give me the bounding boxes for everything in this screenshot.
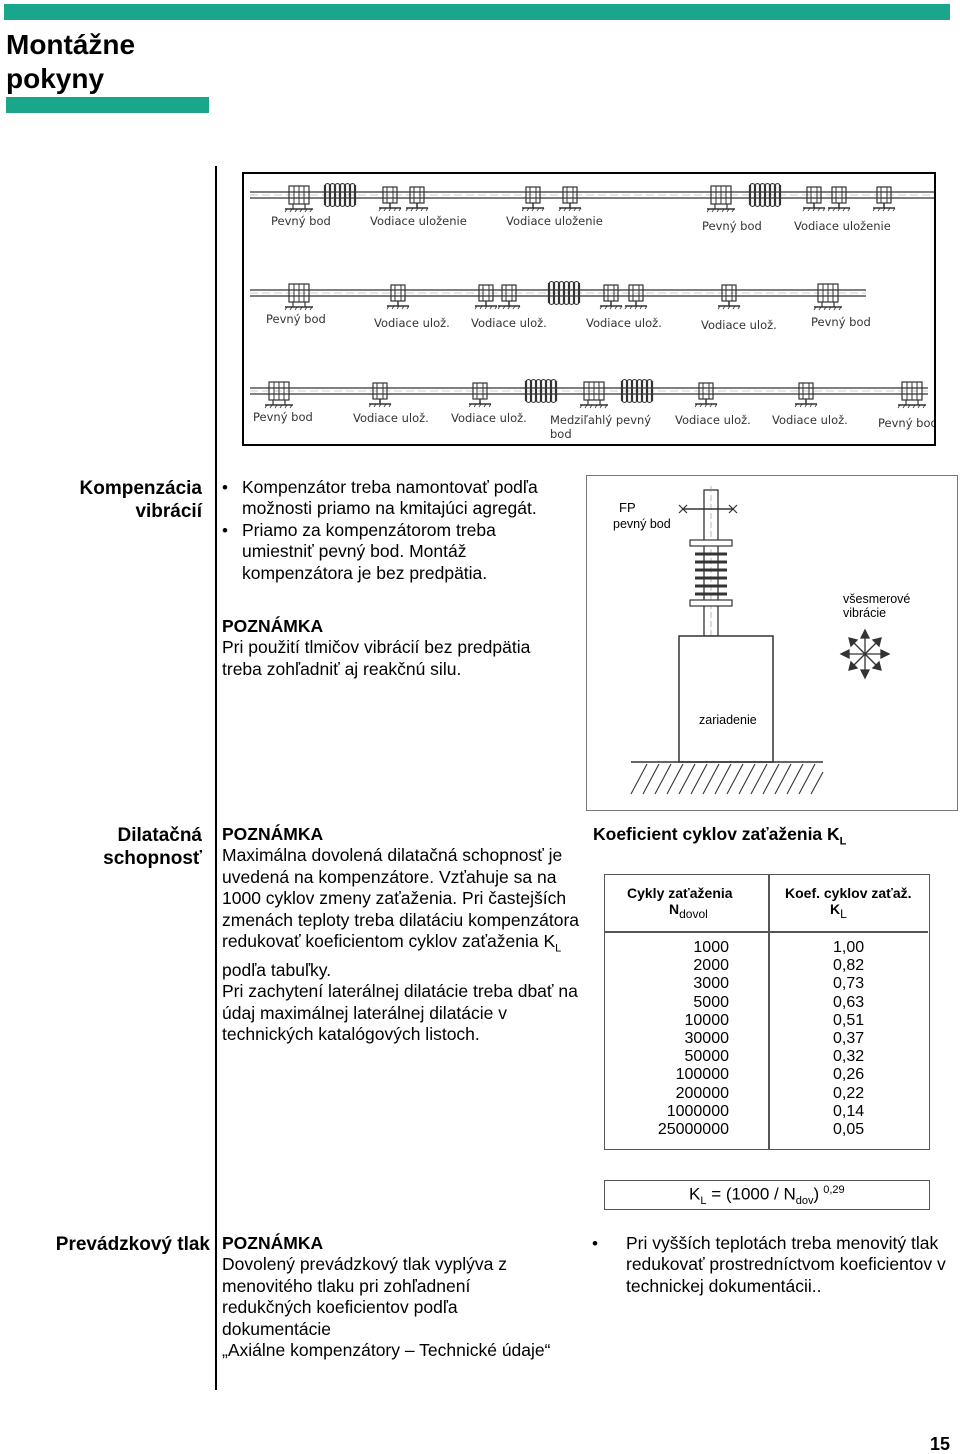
row2-label-4: Vodiace ulož.	[586, 316, 662, 330]
vibration-diagram	[587, 476, 956, 809]
page-title	[6, 28, 226, 96]
coef-table-cycles-cell: 10000	[684, 1011, 729, 1029]
section-heading-vibration	[40, 477, 202, 523]
head-cycles-line1: Cykly zaťaženia	[627, 885, 733, 901]
dilatation-heading-line2: schopnosť	[103, 848, 202, 869]
coef-table-cycles-cell: 5000	[693, 993, 729, 1011]
vibration-label-line1: všesmerové	[843, 592, 911, 606]
omnidirectional-arrows-icon	[841, 630, 889, 678]
vibration-bullet-1: • Kompenzátor treba namontovať podľa možnosti priamo na kmitajúci agregát.	[222, 477, 567, 520]
row3-label-6: Vodiace ulož.	[772, 413, 848, 427]
header-accent-bar	[4, 4, 950, 20]
row1-label-3: Vodiace uloženie	[506, 214, 603, 228]
coef-table-cycles-cell: 25000000	[657, 1121, 729, 1138]
pressure-text	[222, 1233, 582, 1361]
row3-label-1: Pevný bod	[253, 410, 313, 424]
head-coef-K: K	[830, 901, 841, 917]
vibration-note-title: POZNÁMKA	[222, 616, 324, 637]
coef-table-head-divider	[605, 931, 928, 933]
formula-sub-dov: dov	[795, 1195, 814, 1208]
pipeline-figure	[242, 172, 936, 446]
dilatation-note-title: POZNÁMKA	[222, 824, 324, 844]
pressure-bullet-list	[592, 1233, 954, 1297]
page-title-line1: Montážne	[6, 29, 136, 60]
row2-label-6: Pevný bod	[811, 315, 871, 329]
coef-table-coef-cell: 0,05	[833, 1121, 865, 1138]
section-heading-pressure: Prevádzkový tlak	[55, 1234, 210, 1255]
formula-exponent: 0,29	[823, 1184, 845, 1196]
pressure-note-title: POZNÁMKA	[222, 1233, 324, 1253]
coef-table-head-coef	[785, 885, 912, 921]
dilatation-note-paragraph	[222, 845, 584, 981]
pipeline-diagram	[244, 174, 934, 444]
row1-label-4: Pevný bod	[702, 219, 762, 233]
head-cycles-sub: dovol	[679, 906, 708, 921]
coef-table-title	[593, 824, 846, 848]
coef-table	[604, 874, 930, 1150]
vibration-heading-line2: vibrácií	[135, 501, 202, 522]
formula-mid: = (1000 / N	[706, 1184, 796, 1204]
vibration-heading-line1: Kompenzácia	[79, 478, 202, 499]
dilatation-heading-line1: Dilatačná	[117, 825, 202, 846]
coef-table-cycles-cell: 100000	[675, 1066, 729, 1084]
page-title-line2: pokyny	[6, 63, 105, 94]
formula-K: K	[689, 1184, 701, 1204]
coef-table-title-sub: L	[839, 835, 847, 848]
coef-table-coef-cell: 0,82	[833, 957, 865, 975]
pressure-bullet-1: • Pri vyšších teplotách treba menovitý tlak redukovať prostredníctvom koeficientov v technickej dokumentácii..	[592, 1233, 954, 1297]
row3-label-2: Vodiace ulož.	[353, 411, 429, 425]
dilatation-note-text-end: podľa tabuľky.	[222, 959, 332, 980]
pressure-bullet-block	[592, 1233, 954, 1297]
row3-label-4: Medziľahlý pevný	[550, 413, 652, 427]
vibration-bullet-2: • Priamo za kompenzátorom treba umiestniť pevný bod. Montáž kompenzátora je bez predpätia.	[222, 520, 567, 584]
dilatation-text	[222, 824, 584, 1046]
vibration-note-text: Pri použití tlmičov vibrácií bez predpätia treba zohľadniť aj reakčnú silu.	[222, 637, 531, 679]
dilatation-note-text: Maximálna dovolená dilatačná schopnosť je uvedená na kompenzátore. Vzťahuje sa na 1000 cyklov zmeny zaťaženia. Pri častejších zmenách teploty treba dilatáciu kompenzátora redukovať koeficientom cyklov zaťaženia K	[222, 845, 580, 952]
vibration-text	[222, 477, 567, 680]
coef-table-coef-cell: 0,63	[833, 993, 865, 1011]
page-number: 15	[929, 1434, 950, 1454]
coef-table-coef-cell: 0,51	[833, 1011, 865, 1029]
row1-label-2: Vodiace uloženie	[370, 214, 467, 228]
title-underline-bar	[6, 97, 209, 113]
coef-table-coef-cell: 0,32	[833, 1048, 865, 1066]
row3-label-5: Vodiace ulož.	[675, 413, 751, 427]
coef-table-coef-cell: 0,73	[833, 975, 865, 993]
coef-table-title-text: Koeficient cyklov zaťaženia K	[593, 824, 840, 844]
row1-label-5: Vodiace uloženie	[794, 219, 891, 233]
coef-table-cycles-cell: 1000	[693, 939, 729, 956]
row2-label-2: Vodiace ulož.	[374, 316, 450, 330]
section-heading-dilatation	[40, 824, 202, 870]
coef-table-coef-cell: 0,14	[833, 1102, 865, 1120]
fp-label: FP	[619, 500, 636, 515]
dilatation-note-text2: Pri zachytení laterálnej dilatácie treba dbať na údaj maximálnej laterálnej dilatácie v technických katalógových listoch.	[222, 981, 578, 1045]
coef-table-coef-cell: 0,22	[833, 1084, 865, 1102]
pressure-note-text: Dovolený prevádzkový tlak vyplýva z menovitého tlaku pri zohľadnení redukčných koeficientov podľa dokumentácie	[222, 1254, 507, 1339]
row2-label-3: Vodiace ulož.	[471, 316, 547, 330]
dilatation-note-sub: L	[555, 942, 562, 955]
row3-label-7: Pevný bod	[878, 416, 934, 430]
coef-table-cycles-cell: 3000	[693, 975, 729, 993]
coef-table-cycles-cell: 30000	[684, 1030, 729, 1047]
row2-label-1: Pevný bod	[266, 312, 326, 326]
row1-label-1: Pevný bod	[271, 214, 331, 228]
device-label: zariadenie	[699, 713, 757, 727]
coef-table-coef-cell: 1,00	[833, 939, 865, 956]
row3-label-4b: bod	[550, 427, 572, 441]
vibration-figure	[586, 475, 958, 811]
coef-table-cycles-cell: 1000000	[666, 1102, 729, 1120]
head-coef-sub: L	[840, 906, 847, 921]
formula	[689, 1184, 845, 1207]
coef-table-coef-cell: 0,37	[833, 1030, 865, 1047]
coef-table-col-divider	[768, 875, 770, 1149]
formula-box	[604, 1180, 930, 1210]
formula-sub-L: L	[700, 1195, 707, 1208]
coef-table-head-cycles	[627, 885, 733, 921]
head-coef-line1: Koef. cyklov zaťaž.	[785, 885, 912, 901]
head-cycles-N: N	[669, 901, 680, 917]
coef-table-cycles-cell: 2000	[693, 957, 729, 975]
coef-table-cycles-cell: 200000	[675, 1084, 729, 1102]
fixed-point-label: pevný bod	[613, 517, 671, 531]
column-divider	[215, 166, 217, 1390]
vibration-bullet-list	[222, 477, 567, 584]
row3-label-3: Vodiace ulož.	[451, 411, 527, 425]
formula-close: )	[813, 1184, 820, 1204]
row2-label-5: Vodiace ulož.	[701, 318, 777, 332]
coef-table-coef-cell: 0,26	[833, 1066, 865, 1084]
pressure-note-doc: „Axiálne kompenzátory – Technické údaje“	[222, 1340, 551, 1361]
coef-table-cycles-cell: 50000	[684, 1048, 729, 1066]
vibration-label-line2: vibrácie	[843, 606, 887, 620]
